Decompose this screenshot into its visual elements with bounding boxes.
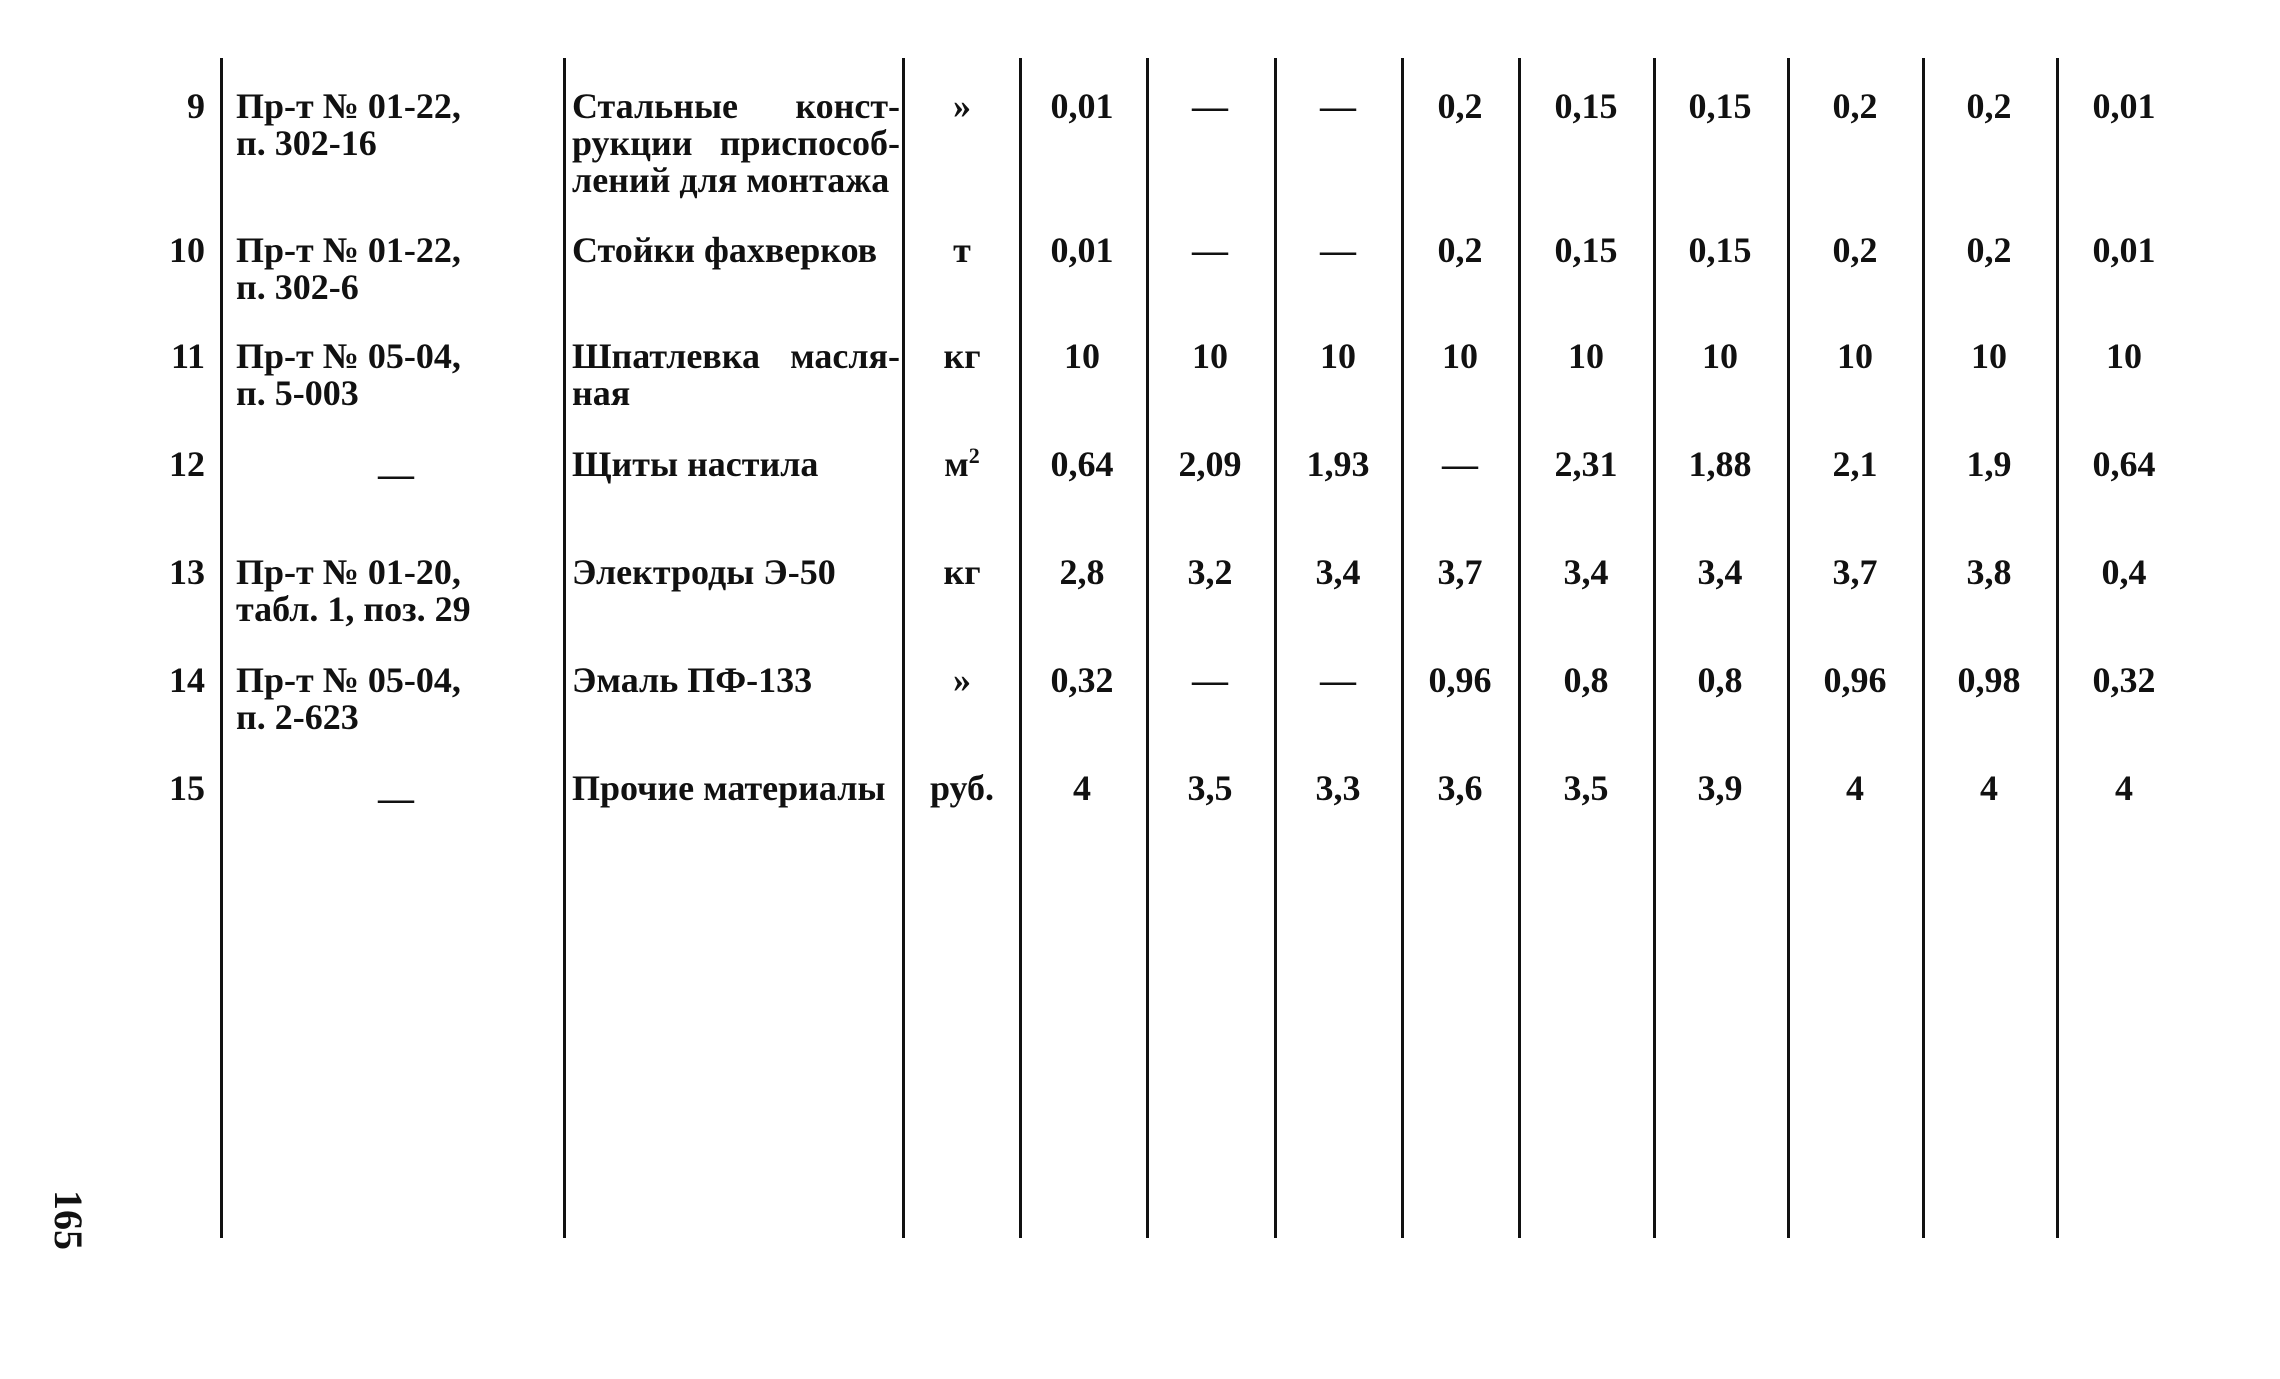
material-line: Стойки фахверков: [572, 230, 878, 270]
reference-line: Пр-т № 01-22,: [236, 86, 461, 126]
value-cell: 0,2: [1437, 86, 1483, 126]
unit-cell: $м^2$: [944, 443, 980, 484]
value-cell: 10: [1064, 336, 1100, 376]
value-cell: 4: [1980, 768, 1998, 808]
value-cell: 4: [1846, 768, 1864, 808]
value-cell: —: [1192, 660, 1228, 700]
value-cell: 3,4: [1697, 552, 1743, 592]
material-line: Стальные конст-: [572, 86, 900, 126]
reference-cell: [236, 338, 556, 412]
value-cell: 0,15: [1554, 230, 1618, 270]
table-row: [0, 336, 2280, 413]
value-cell: 0,2: [1437, 230, 1483, 270]
value-cell: 3,7: [1832, 552, 1878, 592]
value-cell: 4: [2115, 768, 2133, 808]
reference-line: табл. 1, поз. 29: [236, 589, 471, 629]
value-cell: 0,15: [1688, 230, 1752, 270]
reference-cell: [236, 780, 556, 817]
reference-cell: [236, 232, 556, 306]
value-cell: 1,88: [1688, 444, 1752, 484]
table-row: [0, 86, 2280, 200]
reference-line: Пр-т № 05-04,: [236, 336, 461, 376]
value-cell: 3,3: [1315, 768, 1361, 808]
table-row: [0, 443, 2280, 506]
row-number: 10: [169, 230, 205, 270]
reference-line: п. 5-003: [236, 373, 359, 413]
value-cell: 2,8: [1059, 552, 1105, 592]
value-cell: 10: [2106, 336, 2142, 376]
material-cell: [572, 446, 900, 483]
value-cell: 0,2: [1966, 230, 2012, 270]
value-cell: 0,01: [1050, 86, 1114, 126]
value-cell: —: [1320, 86, 1356, 126]
material-cell: [572, 88, 900, 199]
value-cell: 0,2: [1832, 230, 1878, 270]
material-line: рукции приспособ-: [572, 123, 900, 163]
value-cell: 0,15: [1688, 86, 1752, 126]
value-cell: 10: [1568, 336, 1604, 376]
reference-line: Пр-т № 05-04,: [236, 660, 461, 700]
value-cell: —: [1192, 230, 1228, 270]
superscript: 2: [968, 443, 980, 468]
material-line: лений для монтажа: [572, 160, 890, 200]
reference-cell: [236, 662, 556, 736]
value-cell: —: [1320, 230, 1356, 270]
value-cell: 0,96: [1823, 660, 1887, 700]
material-line: Прочие материалы: [572, 768, 886, 808]
value-cell: 3,8: [1966, 552, 2012, 592]
reference-line: п. 302-6: [236, 267, 359, 307]
table-row: [0, 230, 2280, 307]
row-number: 12: [169, 444, 205, 484]
material-line: Щиты настила: [572, 444, 819, 484]
value-cell: 3,4: [1315, 552, 1361, 592]
value-cell: 3,6: [1437, 768, 1483, 808]
value-cell: 10: [1837, 336, 1873, 376]
reference-line: п. 302-16: [236, 123, 377, 163]
material-line: Электроды Э-50: [572, 552, 836, 592]
value-cell: 0,8: [1563, 660, 1609, 700]
material-cell: [572, 662, 900, 699]
value-cell: 2,09: [1178, 444, 1242, 484]
value-cell: 10: [1702, 336, 1738, 376]
value-cell: 2,1: [1832, 444, 1878, 484]
value-cell: 10: [1320, 336, 1356, 376]
value-cell: 10: [1442, 336, 1478, 376]
table-row: [0, 660, 2280, 737]
unit-cell: »: [953, 660, 971, 700]
value-cell: 0,64: [2092, 444, 2156, 484]
value-cell: 0,2: [1832, 86, 1878, 126]
value-cell: 2,31: [1554, 444, 1618, 484]
value-cell: 10: [1971, 336, 2007, 376]
unit-cell: кг: [943, 552, 981, 592]
unit-cell: т: [953, 230, 971, 270]
value-cell: 0,96: [1428, 660, 1492, 700]
material-line: ная: [572, 373, 631, 413]
reference-line: —: [378, 454, 414, 494]
material-cell: [572, 232, 900, 269]
value-cell: 0,15: [1554, 86, 1618, 126]
value-cell: 3,4: [1563, 552, 1609, 592]
value-cell: 3,7: [1437, 552, 1483, 592]
unit-cell: »: [953, 86, 971, 126]
page-number: 165: [46, 1190, 91, 1250]
value-cell: 3,5: [1563, 768, 1609, 808]
reference-line: —: [378, 778, 414, 818]
material-line: Шпатлевка масля-: [572, 336, 900, 376]
reference-cell: [236, 88, 556, 162]
value-cell: 0,32: [1050, 660, 1114, 700]
unit-cell: руб.: [929, 768, 995, 808]
value-cell: —: [1192, 86, 1228, 126]
value-cell: 10: [1192, 336, 1228, 376]
row-number: 15: [169, 768, 205, 808]
row-number: 9: [187, 86, 205, 126]
value-cell: 0,2: [1966, 86, 2012, 126]
material-cell: [572, 770, 900, 807]
row-number: 13: [169, 552, 205, 592]
unit-cell: кг: [943, 336, 981, 376]
reference-cell: [236, 554, 556, 628]
reference-line: п. 2-623: [236, 697, 359, 737]
value-cell: 1,93: [1306, 444, 1370, 484]
value-cell: 1,9: [1966, 444, 2012, 484]
value-cell: 3,2: [1187, 552, 1233, 592]
value-cell: —: [1320, 660, 1356, 700]
value-cell: 0,01: [2092, 230, 2156, 270]
table-row: [0, 770, 2280, 830]
value-cell: 0,98: [1957, 660, 2021, 700]
value-cell: 0,01: [2092, 86, 2156, 126]
value-cell: 3,9: [1697, 768, 1743, 808]
value-cell: 0,32: [2092, 660, 2156, 700]
material-cell: [572, 338, 900, 412]
table-row: [0, 552, 2280, 629]
material-cell: [572, 554, 900, 591]
value-cell: 4: [1073, 768, 1091, 808]
value-cell: 0,4: [2101, 552, 2147, 592]
reference-line: Пр-т № 01-22,: [236, 230, 461, 270]
row-number: 14: [169, 660, 205, 700]
reference-line: Пр-т № 01-20,: [236, 552, 461, 592]
value-cell: 0,8: [1697, 660, 1743, 700]
value-cell: 0,64: [1050, 444, 1114, 484]
value-cell: 0,01: [1050, 230, 1114, 270]
row-number: 11: [170, 336, 205, 376]
value-cell: —: [1442, 444, 1478, 484]
reference-cell: [236, 456, 556, 493]
material-line: Эмаль ПФ-133: [572, 660, 813, 700]
value-cell: 3,5: [1187, 768, 1233, 808]
